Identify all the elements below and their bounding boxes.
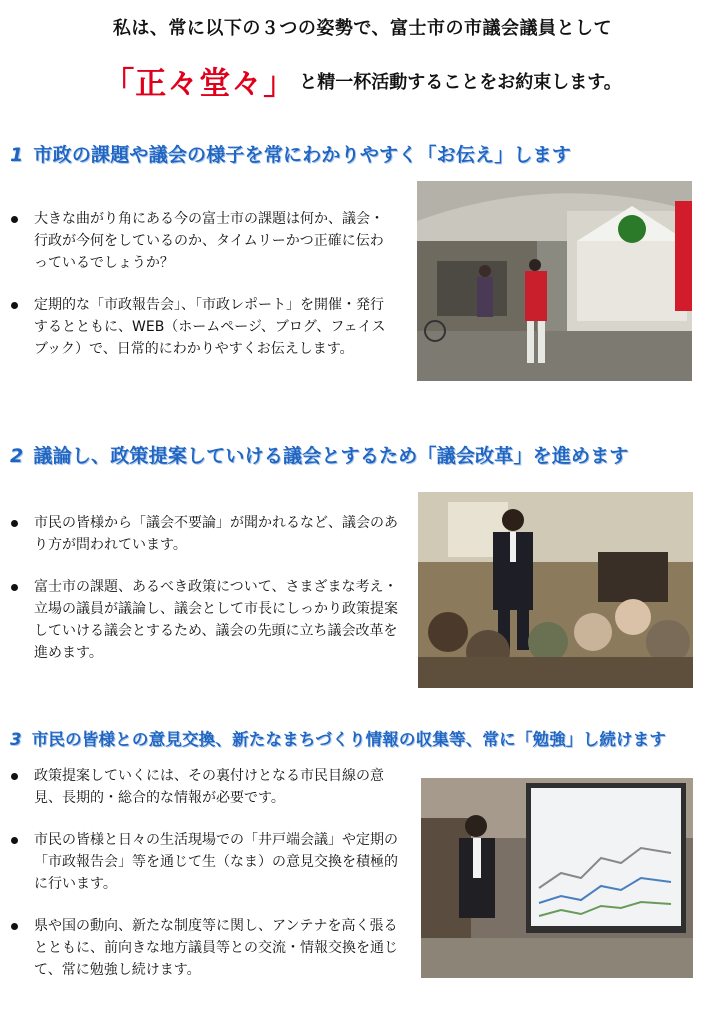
intro-line-2-text: と精一杯活動することをお約束します。 [299, 71, 622, 93]
section-3-heading [10, 726, 666, 750]
list-item: 市民の皆様から「議会不要論」が聞かれるなど、議会のあり方が問われています。 [8, 512, 398, 556]
section-2-title: 議論し、政策提案していける議会とするため「議会改革」を進めます [33, 445, 629, 467]
list-item: 県や国の動向、新たな制度等に関し、アンテナを高く張るとともに、前向きな地方議員等との交流・情報交換を通じて、常に勉強し続けます。 [8, 915, 403, 981]
list-item: 定期的な「市政報告会」、「市政レポート」を開催・発行するとともに、WEB（ホームページ、ブログ、フェイスブック）で、日常的にわかりやすくお伝えします。 [8, 294, 393, 360]
meeting-photo [418, 492, 693, 688]
street-photo [417, 181, 692, 381]
intro-line-2 [0, 58, 725, 103]
list-item: 大きな曲がり角にある今の富士市の課題は何か、議会・行政が今何をしているのか、タイムリーかつ正確に伝わっているでしょうか？ [8, 208, 393, 274]
section-3-title: 市民の皆様との意見交換、新たなまちづくり情報の収集等、常に「勉強」し続けます [31, 730, 667, 749]
section-3-number: 3 [10, 730, 22, 749]
list-item: 市民の皆様と日々の生活現場での「井戸端会議」や定期の「市政報告会」等を通じて生（なま）の意見交換を積極的に行います。 [8, 829, 403, 895]
section-3-bullets [8, 765, 403, 1001]
section-1-heading [10, 140, 571, 167]
section-1-bullets [8, 208, 393, 380]
section-1-title: 市政の課題や議会の様子を常にわかりやすく「お伝え」します [33, 144, 572, 166]
section-2-heading [10, 441, 629, 468]
section-2-number: 2 [10, 445, 24, 467]
list-item: 富士市の課題、あるべき政策について、さまざまな考え・立場の議員が議論し、議会として市長にしっかり政策提案していける議会とするため、議会の先頭に立ち議会改革を進めます。 [8, 576, 398, 664]
intro-line-1: 私は、常に以下の３つの姿勢で、富士市の市議会議員として [112, 18, 613, 39]
presentation-photo [421, 778, 693, 978]
section-2-bullets [8, 512, 398, 684]
section-1-number: 1 [10, 144, 24, 166]
list-item: 政策提案していくには、その裏付けとなる市民目線の意見、長期的・総合的な情報が必要です。 [8, 765, 403, 809]
intro-highlight: 「正々堂々」 [103, 66, 296, 102]
